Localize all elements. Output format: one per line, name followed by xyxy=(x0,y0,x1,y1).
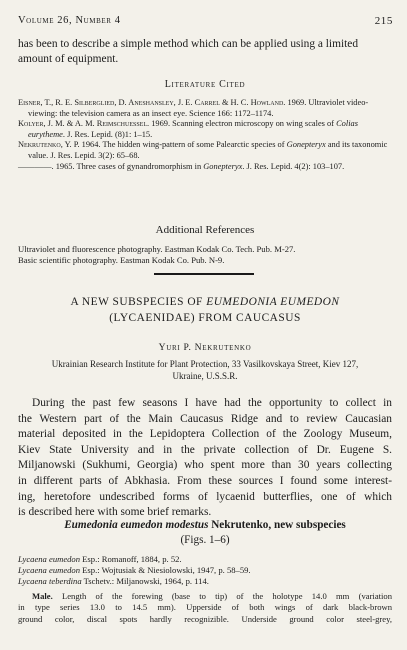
affiliation-line: Ukraine, U.S.S.R. xyxy=(172,370,238,381)
running-head xyxy=(18,15,393,27)
synonymy-item xyxy=(18,576,392,587)
article-title-text: A NEW SUBSPECIES OF xyxy=(70,296,207,308)
figure-reference: (Figs. 1–6) xyxy=(180,534,230,546)
reference-text: 1969. Ultraviolet video-viewing: the television camera as an insect eye. Science 166: 1172–1174. xyxy=(28,98,369,118)
reference-list xyxy=(18,98,392,172)
reference-taxon: Colias eurytheme xyxy=(28,119,358,139)
body-line: is described here with some brief remarks. xyxy=(18,506,212,519)
article-title-taxon: EUMEDONIA EUMEDON xyxy=(206,296,340,308)
description-line: ground color, discal spots hardly recognizible. Underside ground color steel-grey, xyxy=(18,613,392,624)
additional-references-heading: Additional References xyxy=(155,224,255,236)
male-description xyxy=(18,591,392,625)
intro-paragraph: has been to describe a simple method which can be applied using a limited amount of equipment. xyxy=(18,38,359,65)
synonymy-item xyxy=(18,565,392,576)
additional-reference-item: Ultraviolet and fluorescence photography. Eastman Kodak Co. Tech. Pub. M-27. xyxy=(18,244,296,254)
reference-text: . J. Res. Lepid. 4(2): 103–107. xyxy=(242,161,345,171)
literature-cited-heading: Literature Cited xyxy=(164,79,246,90)
taxon-author: Nekrutenko, new subspecies xyxy=(208,519,346,531)
page-number: 215 xyxy=(374,15,393,27)
taxon-name: Eumedonia eumedon modestus xyxy=(64,519,209,531)
synonymy-item xyxy=(18,554,392,565)
reference-text: 1964. The hidden wing-pattern of some Palearctic species of xyxy=(79,140,287,150)
synonym-citation: Esp.: Wojtusiak & Niesiolowski, 1947, p. 58–59. xyxy=(80,565,251,576)
reference-item xyxy=(18,98,392,119)
body-line: ing, heretofore undescribed forms of lycaenid butterflies, one of which xyxy=(18,490,392,503)
reference-taxon: Gonepteryx xyxy=(286,140,326,150)
synonym-name: Lycaena eumedon xyxy=(18,554,81,564)
synonym-citation: Esp.: Romanoff, 1884, p. 52. xyxy=(80,554,182,564)
reference-text: 1969. Scanning electron microscopy on wing scales of xyxy=(149,119,337,129)
author-affiliation xyxy=(18,359,392,382)
reference-author: ————. xyxy=(18,161,54,171)
article-title-line2: (LYCAENIDAE) FROM CAUCASUS xyxy=(109,312,301,324)
reference-text: and its taxonomic value. J. Res. Lepid. 3(2): 65–68. xyxy=(28,140,388,160)
article-title xyxy=(18,294,392,326)
reference-item xyxy=(18,162,392,173)
reference-text: 1965. Three cases of gynandromorphism in xyxy=(53,161,204,171)
description-line: in type series 13.0 to 14.5 mm). Upperside of both wings of dark black-brown xyxy=(18,602,392,613)
synonym-name: Lycaena teberdina xyxy=(18,576,82,587)
description-label: Male. xyxy=(32,591,53,601)
synonym-name: Lycaena eumedon xyxy=(18,565,81,576)
reference-author: Nekrutenko, Y. P. xyxy=(18,140,80,150)
affiliation-line: Ukrainian Research Institute for Plant Protection, 33 Vasilkovskaya Street, Kiev 127, xyxy=(51,359,359,369)
taxon-heading xyxy=(18,518,392,548)
body-line: Kiev State University and in the private collection of Dr. Eugene S. xyxy=(18,443,392,456)
body-line: During the past few seasons I have had the opportunity to collect in xyxy=(32,397,392,409)
reference-item xyxy=(18,119,392,140)
reference-author: Kolyer, J. M. & A. M. Reimschuessel. xyxy=(18,119,150,129)
article-author: Yuri P. Nekrutenko xyxy=(158,342,252,353)
reference-author: Eisner, T., R. E. Silberglied, D. Aneshansley, J. E. Carrel & H. C. Howland. xyxy=(18,98,286,107)
reference-taxon: Gonepteryx xyxy=(203,161,243,171)
body-line: the Western part of the Main Caucasus Ridge and to review Caucasian xyxy=(18,412,392,425)
section-divider xyxy=(154,273,254,275)
additional-reference-item: Basic scientific photography. Eastman Kodak Co. Pub. N-9. xyxy=(18,255,225,265)
journal-volume: Volume 26, Number 4 xyxy=(18,15,121,26)
reference-text: . J. Res. Lepid. (8)1: 1–15. xyxy=(62,129,153,139)
synonymy-list xyxy=(18,554,392,588)
synonym-citation: Tschetv.: Miljanowski, 1964, p. 114. xyxy=(81,576,209,587)
body-line: Miljanowski (Sukhumi, Georgia) who spent more than 30 years collecting xyxy=(18,459,392,472)
additional-references-list xyxy=(18,244,392,266)
body-line: material deposited in the Lepidoptera Collection of the Zoology Museum, xyxy=(18,428,392,441)
description-text: Length of the forewing (base to tip) of the holotype 14.0 mm (variation xyxy=(52,591,392,601)
reference-item xyxy=(18,140,392,161)
article-body xyxy=(18,396,392,521)
description-line xyxy=(18,591,392,602)
body-line: in different parts of Abkhasia. From these sources I found some interest- xyxy=(18,474,392,487)
